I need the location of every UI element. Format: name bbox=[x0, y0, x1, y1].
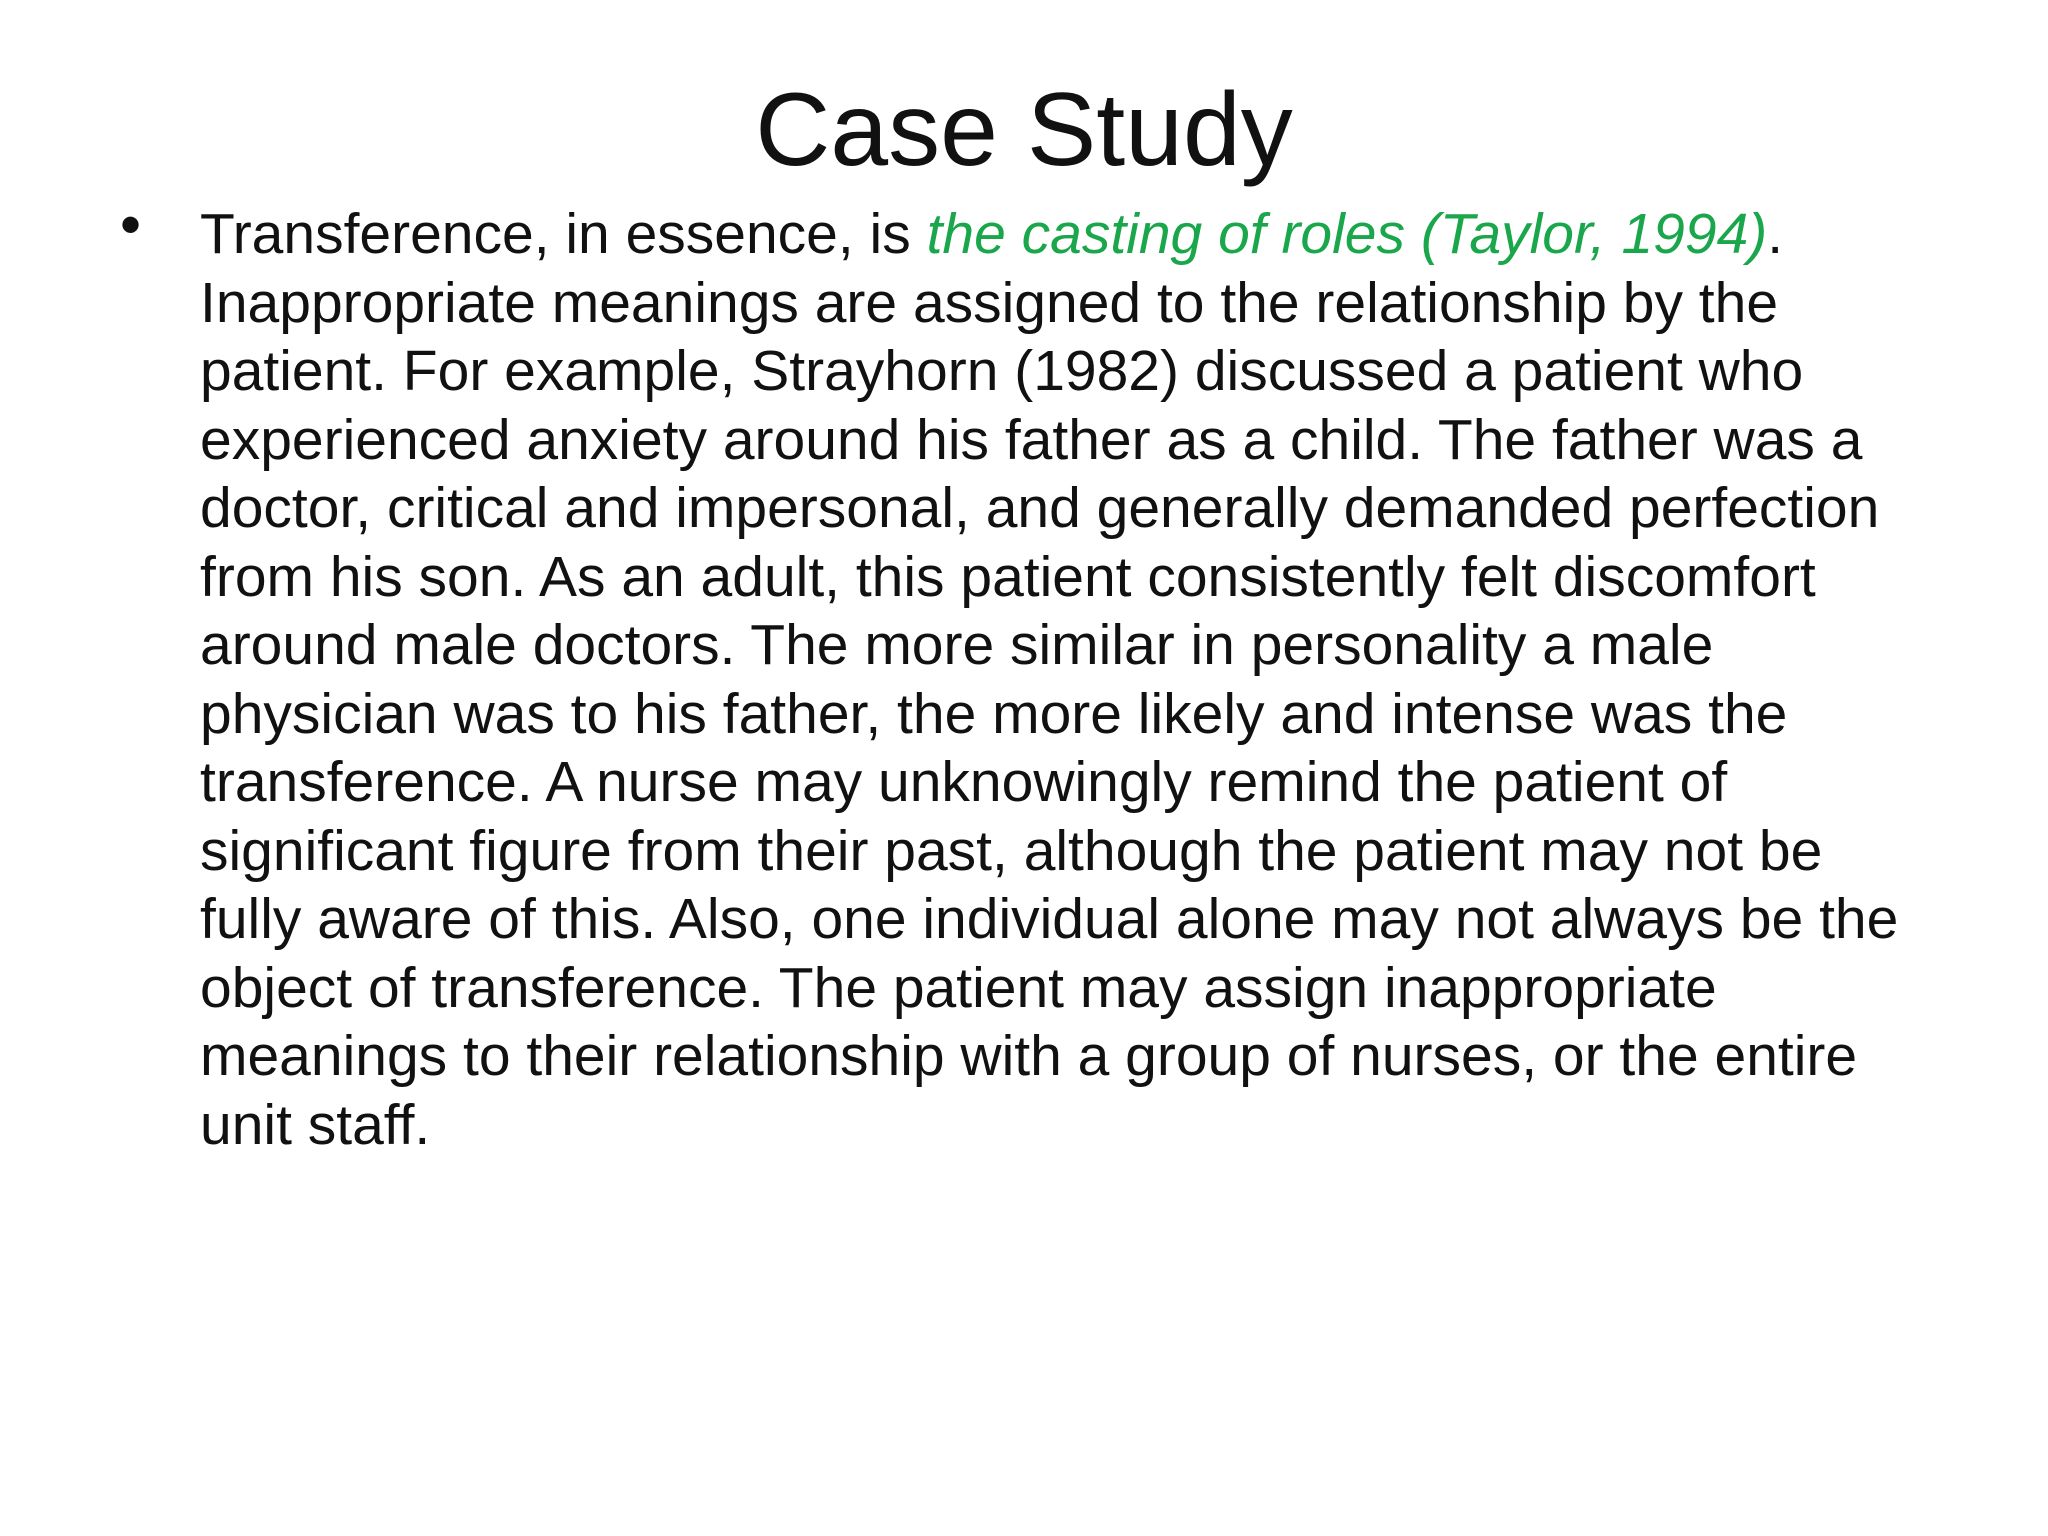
paragraph-intro: Transference, in essence, is bbox=[200, 202, 927, 266]
paragraph-rest: . Inappropriate meanings are assigned to the relationship by the patient. For example, Strayhorn (1982) discussed a patient who experienced anxiety around his father as a child. The father was a doctor, critical and impersonal, and generally demanded perfection from his son. As an adult, this patient consistently felt discomfort around male doctors. The more similar in personality a male physician was to his father, the more likely and intense was the transference. A nurse may unknowingly remind the patient of significant figure from their past, although the patient may not be fully aware of this. Also, one individual alone may not always be the object of transference. The patient may assign inappropriate meanings to their relationship with a group of nurses, or the entire unit staff. bbox=[200, 202, 1899, 1157]
bullet-paragraph bbox=[200, 200, 1930, 1159]
bullet-marker: • bbox=[120, 191, 142, 258]
slide-title: Case Study bbox=[755, 72, 1293, 188]
citation-highlight: the casting of roles (Taylor, 1994) bbox=[926, 202, 1768, 266]
